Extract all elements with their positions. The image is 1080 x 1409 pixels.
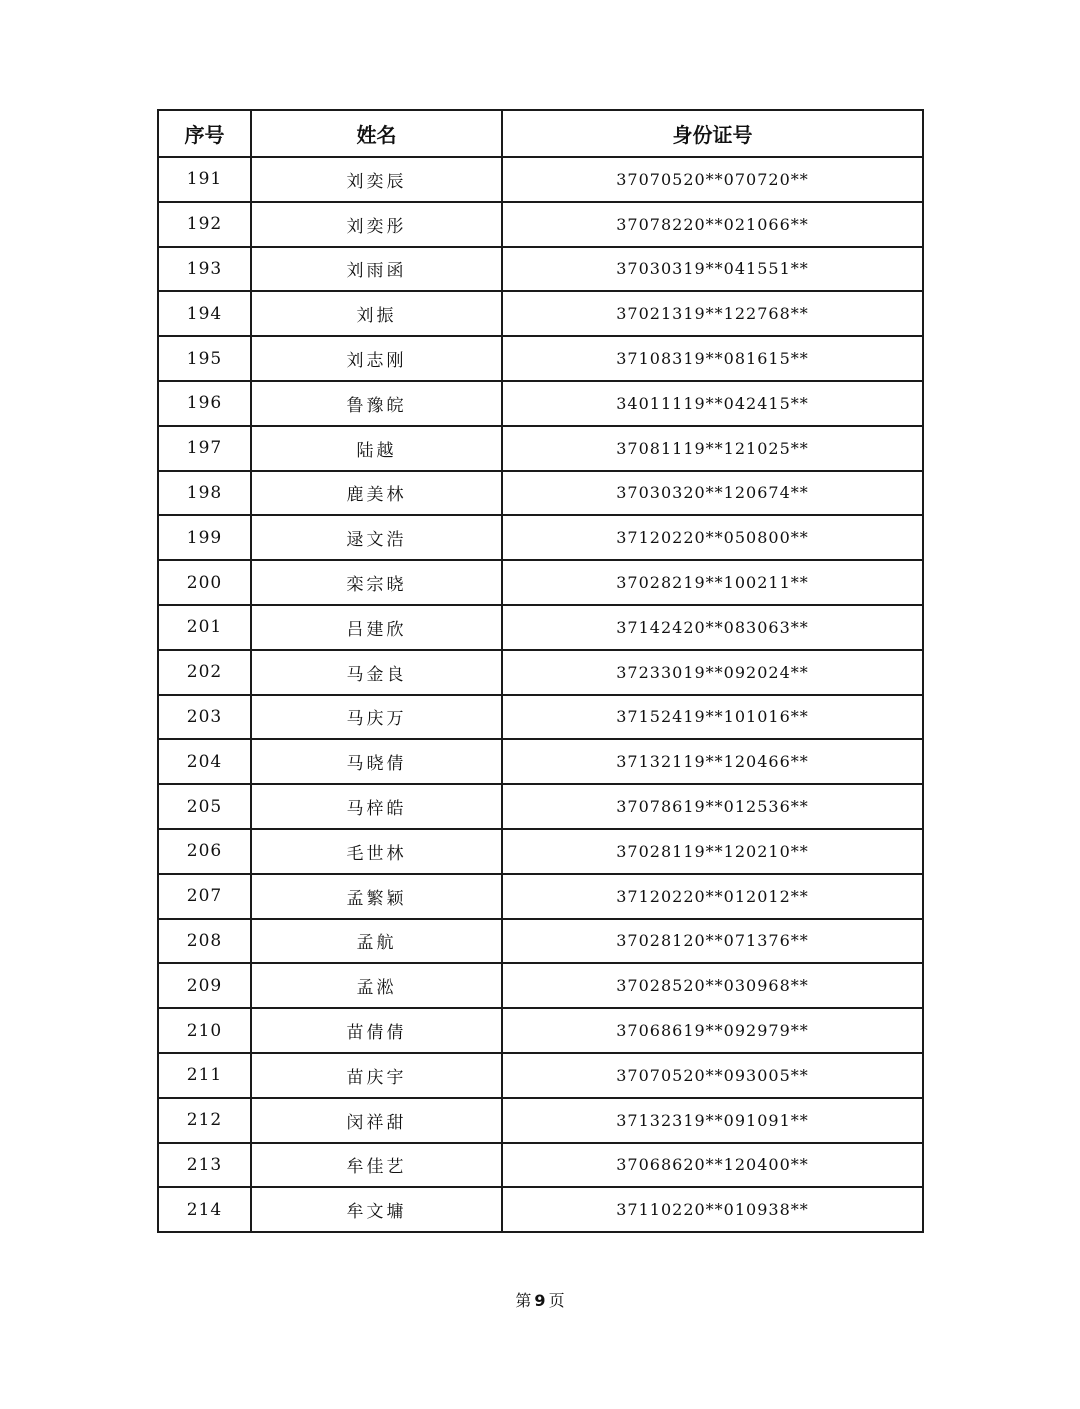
name-cell: 刘雨函 bbox=[251, 247, 502, 292]
table-row bbox=[158, 515, 923, 560]
id-number-cell: 37120220**012012** bbox=[502, 874, 923, 919]
name-cell: 鲁豫皖 bbox=[251, 381, 502, 426]
table-row bbox=[158, 202, 923, 247]
serial-number-cell: 207 bbox=[158, 874, 251, 919]
serial-number-cell: 203 bbox=[158, 695, 251, 740]
name-cell: 栾宗晓 bbox=[251, 560, 502, 605]
header-name: 姓名 bbox=[251, 110, 502, 157]
id-number-cell: 37078220**021066** bbox=[502, 202, 923, 247]
serial-number-cell: 202 bbox=[158, 650, 251, 695]
name-cell: 孟航 bbox=[251, 919, 502, 964]
id-number-cell: 37132119**120466** bbox=[502, 739, 923, 784]
table-row bbox=[158, 963, 923, 1008]
id-number-cell: 37142420**083063** bbox=[502, 605, 923, 650]
roster-table bbox=[157, 109, 924, 1233]
id-number-cell: 37120220**050800** bbox=[502, 515, 923, 560]
serial-number-cell: 200 bbox=[158, 560, 251, 605]
table-row bbox=[158, 291, 923, 336]
id-number-cell: 37028520**030968** bbox=[502, 963, 923, 1008]
name-cell: 逯文浩 bbox=[251, 515, 502, 560]
table-header-row bbox=[158, 110, 923, 157]
name-cell: 刘奕辰 bbox=[251, 157, 502, 202]
serial-number-cell: 191 bbox=[158, 157, 251, 202]
serial-number-cell: 197 bbox=[158, 426, 251, 471]
id-number-cell: 37028120**071376** bbox=[502, 919, 923, 964]
id-number-cell: 37030320**120674** bbox=[502, 471, 923, 516]
serial-number-cell: 213 bbox=[158, 1143, 251, 1188]
table-row bbox=[158, 829, 923, 874]
name-cell: 刘振 bbox=[251, 291, 502, 336]
name-cell: 牟佳艺 bbox=[251, 1143, 502, 1188]
name-cell: 毛世林 bbox=[251, 829, 502, 874]
header-serial-number: 序号 bbox=[158, 110, 251, 157]
table-row bbox=[158, 1187, 923, 1232]
serial-number-cell: 209 bbox=[158, 963, 251, 1008]
table-row bbox=[158, 874, 923, 919]
id-number-cell: 37132319**091091** bbox=[502, 1098, 923, 1143]
table-row bbox=[158, 695, 923, 740]
id-number-cell: 37070520**070720** bbox=[502, 157, 923, 202]
serial-number-cell: 208 bbox=[158, 919, 251, 964]
name-cell: 马晓倩 bbox=[251, 739, 502, 784]
serial-number-cell: 201 bbox=[158, 605, 251, 650]
name-cell: 孟淞 bbox=[251, 963, 502, 1008]
name-cell: 牟文墉 bbox=[251, 1187, 502, 1232]
id-number-cell: 37068620**120400** bbox=[502, 1143, 923, 1188]
table-row bbox=[158, 247, 923, 292]
name-cell: 马庆万 bbox=[251, 695, 502, 740]
name-cell: 刘奕彤 bbox=[251, 202, 502, 247]
table-row bbox=[158, 471, 923, 516]
table-body bbox=[158, 157, 923, 1232]
serial-number-cell: 198 bbox=[158, 471, 251, 516]
id-number-cell: 37108319**081615** bbox=[502, 336, 923, 381]
id-number-cell: 37110220**010938** bbox=[502, 1187, 923, 1232]
id-number-cell: 37070520**093005** bbox=[502, 1053, 923, 1098]
id-number-cell: 37030319**041551** bbox=[502, 247, 923, 292]
table-row bbox=[158, 919, 923, 964]
name-cell: 苗倩倩 bbox=[251, 1008, 502, 1053]
table-row bbox=[158, 381, 923, 426]
id-number-cell: 37078619**012536** bbox=[502, 784, 923, 829]
name-cell: 闵祥甜 bbox=[251, 1098, 502, 1143]
table-row bbox=[158, 336, 923, 381]
serial-number-cell: 193 bbox=[158, 247, 251, 292]
table-row bbox=[158, 1143, 923, 1188]
serial-number-cell: 210 bbox=[158, 1008, 251, 1053]
name-cell: 马梓皓 bbox=[251, 784, 502, 829]
table-row bbox=[158, 1098, 923, 1143]
name-cell: 鹿美林 bbox=[251, 471, 502, 516]
id-number-cell: 37068619**092979** bbox=[502, 1008, 923, 1053]
id-number-cell: 37081119**121025** bbox=[502, 426, 923, 471]
serial-number-cell: 211 bbox=[158, 1053, 251, 1098]
serial-number-cell: 205 bbox=[158, 784, 251, 829]
table-row bbox=[158, 784, 923, 829]
serial-number-cell: 194 bbox=[158, 291, 251, 336]
name-cell: 吕建欣 bbox=[251, 605, 502, 650]
name-cell: 孟繁颖 bbox=[251, 874, 502, 919]
page-suffix: 页 bbox=[548, 1291, 565, 1310]
name-cell: 刘志刚 bbox=[251, 336, 502, 381]
table-row bbox=[158, 157, 923, 202]
page-prefix: 第 bbox=[515, 1291, 532, 1310]
table-row bbox=[158, 1008, 923, 1053]
id-number-cell: 37028219**100211** bbox=[502, 560, 923, 605]
id-number-cell: 37233019**092024** bbox=[502, 650, 923, 695]
header-id-number: 身份证号 bbox=[502, 110, 923, 157]
id-number-cell: 37021319**122768** bbox=[502, 291, 923, 336]
id-number-cell: 37028119**120210** bbox=[502, 829, 923, 874]
serial-number-cell: 206 bbox=[158, 829, 251, 874]
table-row bbox=[158, 1053, 923, 1098]
serial-number-cell: 192 bbox=[158, 202, 251, 247]
table-row bbox=[158, 605, 923, 650]
serial-number-cell: 196 bbox=[158, 381, 251, 426]
serial-number-cell: 204 bbox=[158, 739, 251, 784]
page-footer bbox=[0, 1288, 1080, 1311]
serial-number-cell: 195 bbox=[158, 336, 251, 381]
serial-number-cell: 199 bbox=[158, 515, 251, 560]
page-number: 9 bbox=[534, 1291, 546, 1310]
serial-number-cell: 212 bbox=[158, 1098, 251, 1143]
id-number-cell: 37152419**101016** bbox=[502, 695, 923, 740]
table-row bbox=[158, 739, 923, 784]
name-cell: 苗庆宇 bbox=[251, 1053, 502, 1098]
table-row bbox=[158, 560, 923, 605]
serial-number-cell: 214 bbox=[158, 1187, 251, 1232]
table-row bbox=[158, 426, 923, 471]
table-row bbox=[158, 650, 923, 695]
id-number-cell: 34011119**042415** bbox=[502, 381, 923, 426]
name-cell: 马金良 bbox=[251, 650, 502, 695]
name-cell: 陆越 bbox=[251, 426, 502, 471]
